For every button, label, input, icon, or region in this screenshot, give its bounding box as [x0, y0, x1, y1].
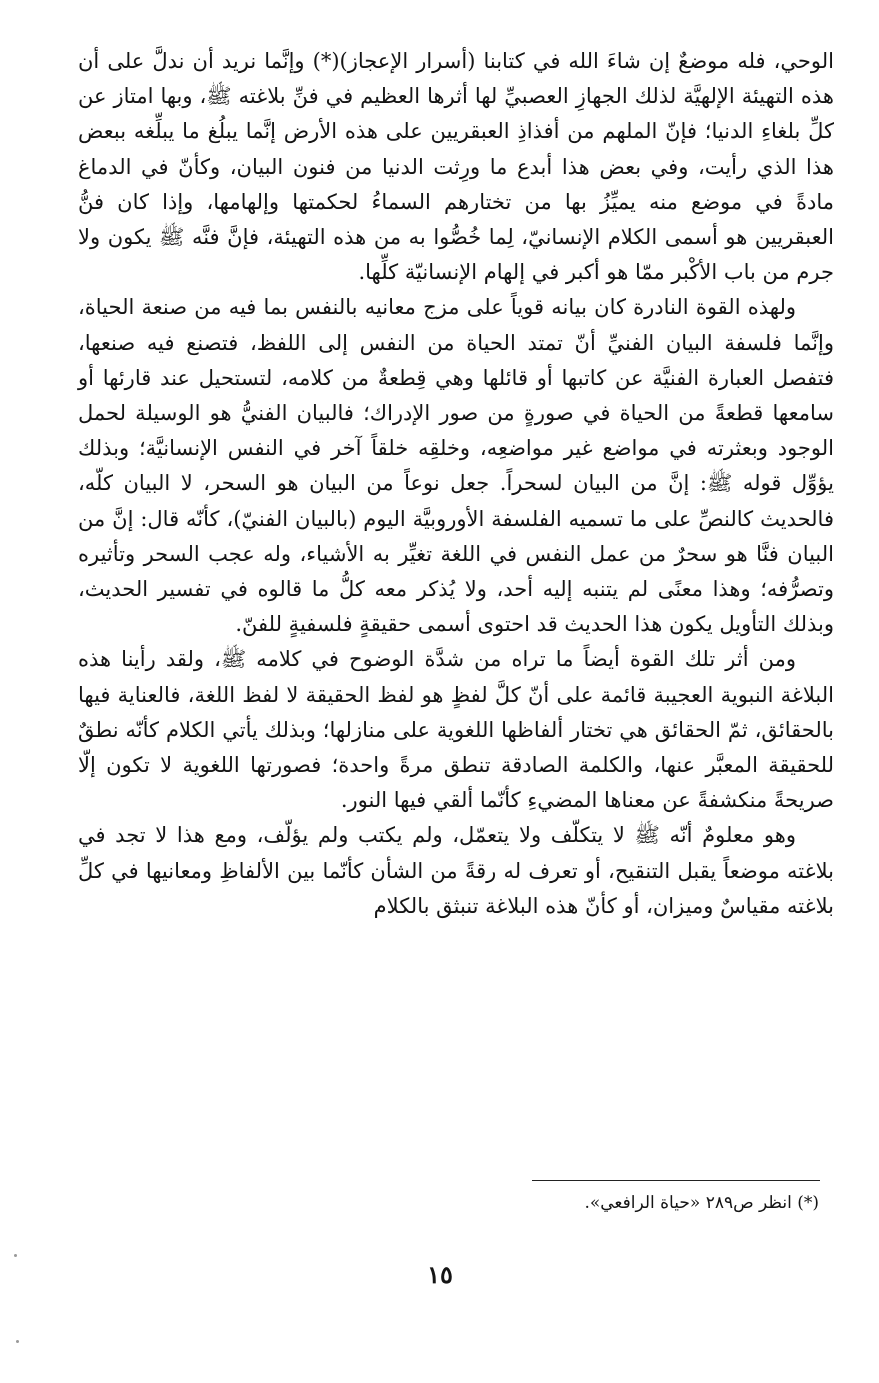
page-number: ١٥ — [427, 1260, 453, 1289]
paragraph-4: وهو معلومٌ أنّه ﷺ لا يتكلّف ولا يتعمّل، ولم يكتب ولم يؤلّف، ومع هذا لا تجد في بلاغته موضعاً يقبل التنقيح، أو تعرف له رقةً من الشأن كأنّما بين الألفاظِ ومعانيها في كلِّ بلاغته مقياسٌ وميزان، أو كأنّ هذه البلاغة تنبثق بالكلام — [78, 823, 834, 918]
paragraph-1: الوحي، فله موضعٌ إن شاءَ الله في كتابنا (أسرار الإعجاز)(*) وإنَّما نريد أن ندلَّ على أن هذه التهيئة الإلهيَّة لذلك الجهازِ العصبيِّ لها أثرها العظيم في فنِّ بلاغته ﷺ، وبها امتاز عن كلِّ بلغاءِ الدنيا؛ فإنّ الملهم من أفذاذِ العبقريين على هذه الأرض إنَّما يبلُغ ما يبلِّغه ببعض هذا الذي رأيت، وفي بعض هذا أبدع ما ورِثت الدنيا من فنون البيان، وكأنّ في الدماغ مادةً في موضع منه يميِّزُ بها من تختارهم السماءُ لحكمتها وإلهامها، وإذا كان فنُّ العبقريين هو أسمى الكلام الإنسانيّ، لِما خُصُّوا به من هذه التهيئة، فإنَّ فنَّه ﷺ يكون ولا جرم من باب الأكْبر ممّا هو أكبر في إلهام الإنسانيّة كلِّها. — [78, 49, 834, 285]
footnote: (*) انظر ص٢٨٩ «حياة الرافعي». — [584, 1193, 819, 1213]
body-text — [78, 44, 834, 924]
scan-speck — [14, 1254, 17, 1257]
paragraph-2: ولهذه القوة النادرة كان بيانه قوياً على مزج معانيه بالنفس بما فيه من صنعة الحياة، وإنَّما فلسفة البيان الفنيِّ أنّ تمتد الحياة من النفس إلى اللفظ، فتصنع فيه صنعها، فتفصل العبارة الفنيَّة عن كاتبها أو قائلها وهي قِطعةٌ من كلامه، لتستحيل عند قارئها أو سامعها قطعةً من الحياة في صورةٍ من صور الإدراك؛ فالبيان الفنيُّ هو الوسيلة لحمل الوجود وبعثرته في مواضع غير مواضعِه، وخلقِه خلقاً آخر في النفس الإنسانيَّة؛ وبذلك يؤوِّل قوله ﷺ: إنَّ من البيان لسحراً. جعل نوعاً من البيان هو السحر، لا البيان كلّه، فالحديث كالنصِّ على ما تسميه الفلسفة الأوروبيَّة اليوم (بالبيان الفنيّ)، كأنّه قال: إنَّ من البيان فنَّا هو سحرٌ من عمل النفس في اللغة تغيِّر به الأشياء، وله عجب السحر وتأثيره وتصرُّفه؛ وهذا معنًى لم يتنبه إليه أحد، ولا يُذكر معه كلُّ ما قالوه في تفسير الحديث، وبذلك التأويل يكون هذا الحديث قد احتوى أسمى حقيقةٍ فلسفيةٍ للفنّ. — [78, 295, 834, 637]
footnote-divider — [532, 1180, 820, 1181]
paragraph-3: ومن أثر تلك القوة أيضاً ما تراه من شدَّة الوضوح في كلامه ﷺ، ولقد رأينا هذه البلاغة النبوية العجيبة قائمة على أنّ كلَّ لفظٍ هو لفظ الحقيقة لا لفظ اللغة، فالعناية فيها بالحقائق، ثمّ الحقائق هي تختار ألفاظها اللغوية على منازلها؛ وبذلك يأتي الكلام كأنّه نطقٌ للحقيقة المعبَّر عنها، والكلمة الصادقة تنطق مرةً واحدة؛ فصورتها اللغوية لا تكون إلّا صريحةً منكشفةً عن معناها المضيءِ كأنّما ألقي فيها النور. — [78, 647, 834, 813]
scan-speck — [16, 1340, 19, 1343]
